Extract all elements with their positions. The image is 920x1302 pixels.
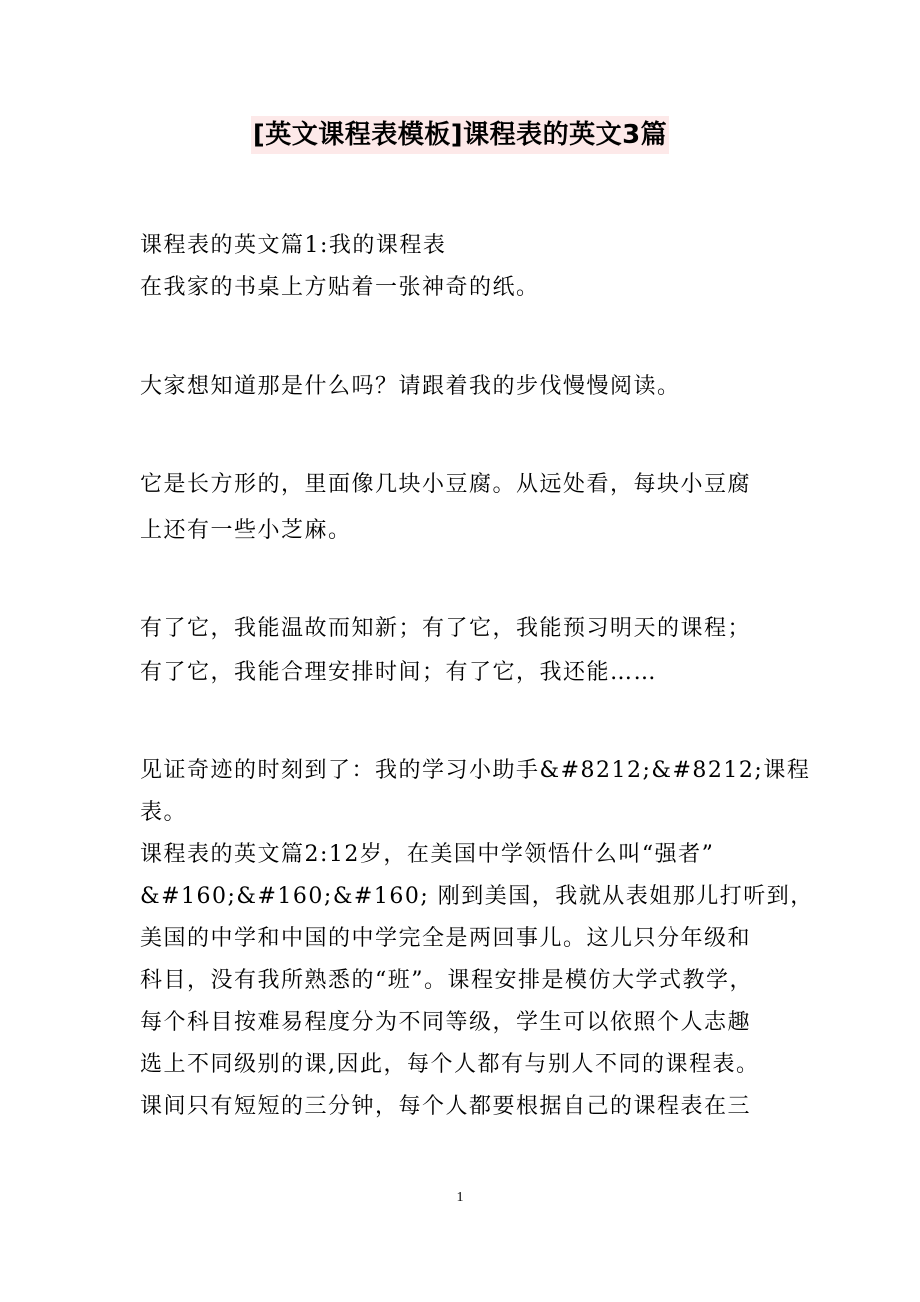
- text-line: 每个科目按难易程度分为不同等级，学生可以依照个人志趣: [140, 1010, 752, 1035]
- text-line: 表。: [140, 800, 188, 825]
- document-title: [英文课程表模板]课程表的英文3篇: [251, 116, 669, 154]
- text-line: 上还有一些小芝麻。: [140, 518, 352, 543]
- text-line: 在我家的书桌上方贴着一张神奇的纸。: [140, 275, 540, 300]
- body-text-block-4: [140, 608, 800, 694]
- text-line: 有了它，我能合理安排时间；有了它，我还能……: [140, 660, 658, 685]
- text-line: &#160;&#160;&#160; 刚到美国，我就从表姐那儿打听到，: [140, 884, 814, 909]
- text-line: 大家想知道那是什么吗？请跟着我的步伐慢慢阅读。: [140, 374, 681, 399]
- text-line: 课间只有短短的三分钟，每个人都要根据自己的课程表在三: [140, 1094, 752, 1119]
- text-line: 它是长方形的，里面像几块小豆腐。从远处看，每块小豆腐: [140, 472, 752, 497]
- text-line: 选上不同级别的课,因此，每个人都有与别人不同的课程表。: [140, 1052, 760, 1077]
- body-text-block-1: [140, 225, 800, 309]
- text-line: 见证奇迹的时刻到了：我的学习小助手&#8212;&#8212;课程: [140, 758, 811, 783]
- body-text-block-3: [140, 464, 800, 552]
- text-line: 有了它，我能温故而知新；有了它，我能预习明天的课程；: [140, 616, 752, 641]
- text-line: 课程表的英文篇1:我的课程表: [140, 233, 447, 258]
- body-text-block-2: [140, 366, 800, 408]
- body-text-block-5: [140, 750, 814, 1128]
- text-line: 课程表的英文篇2:12岁，在美国中学领悟什么叫“强者”: [140, 842, 715, 867]
- title-container: [0, 116, 920, 154]
- text-line: 美国的中学和中国的中学完全是两回事儿。这儿只分年级和: [140, 926, 752, 951]
- text-line: 科目，没有我所熟悉的“班”。课程安排是模仿大学式教学，: [140, 968, 753, 993]
- page-number: 1: [456, 1190, 464, 1205]
